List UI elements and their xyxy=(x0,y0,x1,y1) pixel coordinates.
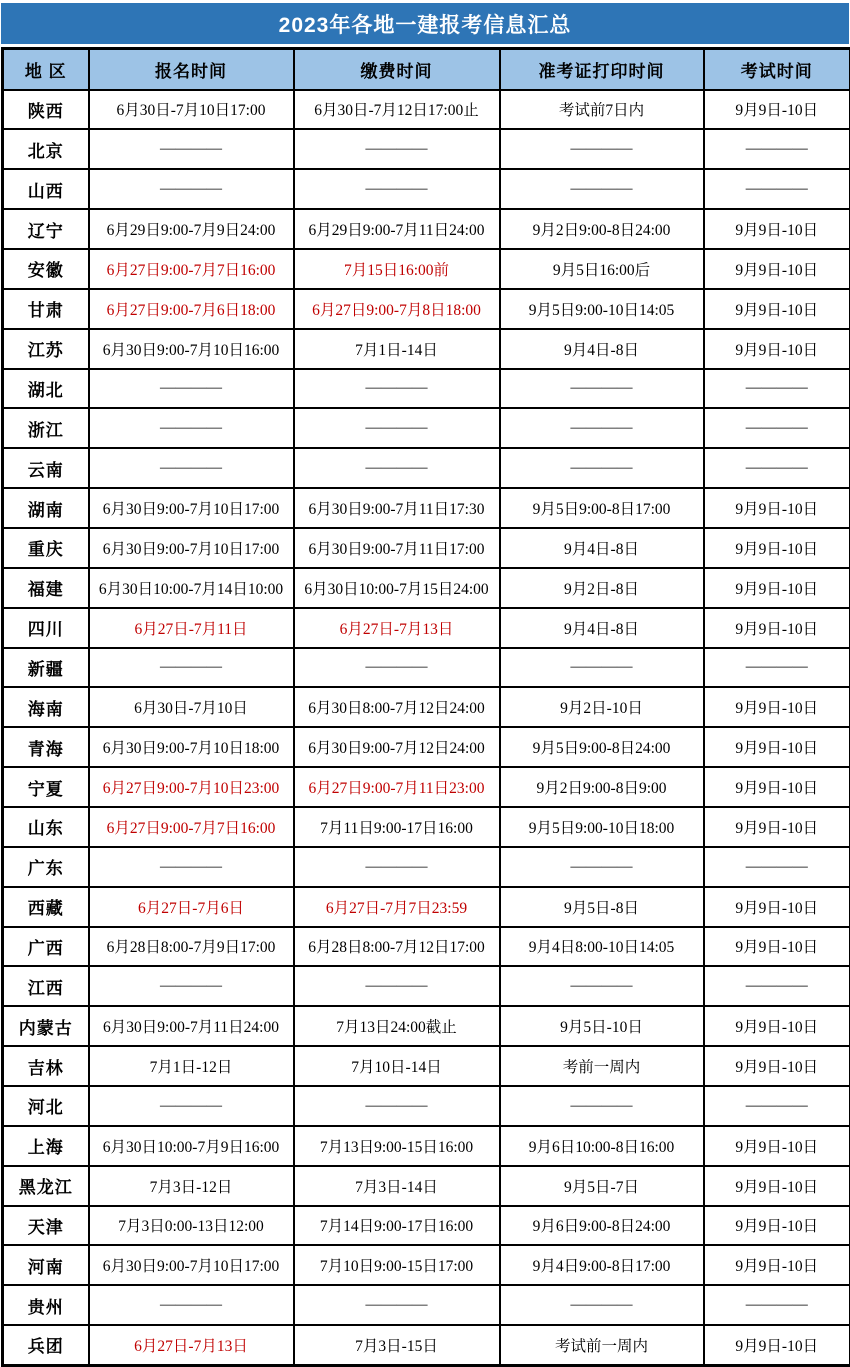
payment-time-cell: ———— xyxy=(294,966,500,1006)
payment-time-cell: ———— xyxy=(294,1285,500,1325)
region-cell: 海南 xyxy=(3,687,89,727)
exam-time-cell: 9月9日-10日 xyxy=(704,1325,850,1365)
exam-time-cell: ———— xyxy=(704,1285,850,1325)
exam-time-cell: 9月9日-10日 xyxy=(704,1245,850,1285)
payment-time-cell: 6月28日8:00-7月12日17:00 xyxy=(294,927,500,967)
payment-time-cell: 7月13日9:00-15日16:00 xyxy=(294,1126,500,1166)
region-cell: 宁夏 xyxy=(3,767,89,807)
ticket-print-time-cell: ———— xyxy=(500,648,704,688)
ticket-print-time-cell: ———— xyxy=(500,1086,704,1126)
exam-time-cell: 9月9日-10日 xyxy=(704,289,850,329)
ticket-print-time-cell: 9月5日16:00后 xyxy=(500,249,704,289)
exam-time-cell: 9月9日-10日 xyxy=(704,1206,850,1246)
exam-time-cell: 9月9日-10日 xyxy=(704,887,850,927)
payment-time-cell: ———— xyxy=(294,369,500,409)
signup-time-cell: 7月1日-12日 xyxy=(89,1046,294,1086)
payment-time-cell: 6月27日-7月7日23:59 xyxy=(294,887,500,927)
region-cell: 贵州 xyxy=(3,1285,89,1325)
signup-time-cell: ———— xyxy=(89,966,294,1006)
signup-time-cell: 6月27日-7月6日 xyxy=(89,887,294,927)
signup-time-cell: 6月29日9:00-7月9日24:00 xyxy=(89,209,294,249)
table-row xyxy=(3,1285,850,1325)
exam-time-cell: ———— xyxy=(704,129,850,169)
signup-time-cell: ———— xyxy=(89,1086,294,1126)
region-cell: 陕西 xyxy=(3,90,89,130)
table-row xyxy=(3,1166,850,1206)
ticket-print-time-cell: 9月4日-8日 xyxy=(500,528,704,568)
table-row xyxy=(3,608,850,648)
table-row xyxy=(3,1245,850,1285)
exam-info-table xyxy=(1,47,850,1367)
ticket-print-time-cell: 考试前7日内 xyxy=(500,90,704,130)
exam-time-cell: 9月9日-10日 xyxy=(704,1166,850,1206)
exam-time-cell: 9月9日-10日 xyxy=(704,568,850,608)
signup-time-cell: ———— xyxy=(89,1285,294,1325)
column-header-signup-time: 报名时间 xyxy=(89,49,294,90)
ticket-print-time-cell: 9月5日-7日 xyxy=(500,1166,704,1206)
table-row xyxy=(3,1126,850,1166)
signup-time-cell: 7月3日-12日 xyxy=(89,1166,294,1206)
ticket-print-time-cell: ———— xyxy=(500,1285,704,1325)
exam-time-cell: 9月9日-10日 xyxy=(704,1126,850,1166)
exam-time-cell: ———— xyxy=(704,448,850,488)
region-cell: 广西 xyxy=(3,927,89,967)
ticket-print-time-cell: 9月5日9:00-8日24:00 xyxy=(500,727,704,767)
region-cell: 江苏 xyxy=(3,329,89,369)
region-cell: 广东 xyxy=(3,847,89,887)
region-cell: 重庆 xyxy=(3,528,89,568)
region-cell: 安徽 xyxy=(3,249,89,289)
exam-time-cell: 9月9日-10日 xyxy=(704,767,850,807)
table-row xyxy=(3,966,850,1006)
region-cell: 云南 xyxy=(3,448,89,488)
ticket-print-time-cell: ———— xyxy=(500,369,704,409)
signup-time-cell: 7月3日0:00-13日12:00 xyxy=(89,1206,294,1246)
exam-time-cell: 9月9日-10日 xyxy=(704,488,850,528)
table-row xyxy=(3,1086,850,1126)
ticket-print-time-cell: 9月4日-8日 xyxy=(500,329,704,369)
payment-time-cell: 7月11日9:00-17日16:00 xyxy=(294,807,500,847)
ticket-print-time-cell: ———— xyxy=(500,847,704,887)
ticket-print-time-cell: ———— xyxy=(500,966,704,1006)
signup-time-cell: 6月30日-7月10日 xyxy=(89,687,294,727)
region-cell: 黑龙江 xyxy=(3,1166,89,1206)
ticket-print-time-cell: 9月4日8:00-10日14:05 xyxy=(500,927,704,967)
table-row xyxy=(3,1006,850,1046)
column-header-payment-time: 缴费时间 xyxy=(294,49,500,90)
table-row xyxy=(3,90,850,130)
payment-time-cell: 6月29日9:00-7月11日24:00 xyxy=(294,209,500,249)
region-cell: 江西 xyxy=(3,966,89,1006)
exam-time-cell: ———— xyxy=(704,408,850,448)
ticket-print-time-cell: 9月5日-8日 xyxy=(500,887,704,927)
page-title: 2023年各地一建报考信息汇总 xyxy=(1,3,849,44)
ticket-print-time-cell: ———— xyxy=(500,169,704,209)
payment-time-cell: ———— xyxy=(294,448,500,488)
region-cell: 新疆 xyxy=(3,648,89,688)
region-cell: 吉林 xyxy=(3,1046,89,1086)
payment-time-cell: 6月30日9:00-7月11日17:30 xyxy=(294,488,500,528)
region-cell: 青海 xyxy=(3,727,89,767)
region-cell: 河南 xyxy=(3,1245,89,1285)
table-body xyxy=(3,90,850,1366)
signup-time-cell: ———— xyxy=(89,369,294,409)
signup-time-cell: 6月30日9:00-7月11日24:00 xyxy=(89,1006,294,1046)
exam-time-cell: ———— xyxy=(704,1086,850,1126)
region-cell: 四川 xyxy=(3,608,89,648)
region-cell: 山东 xyxy=(3,807,89,847)
signup-time-cell: 6月27日9:00-7月10日23:00 xyxy=(89,767,294,807)
region-cell: 福建 xyxy=(3,568,89,608)
ticket-print-time-cell: 9月6日10:00-8日16:00 xyxy=(500,1126,704,1166)
table-row xyxy=(3,847,850,887)
table-row xyxy=(3,807,850,847)
exam-time-cell: 9月9日-10日 xyxy=(704,90,850,130)
payment-time-cell: ———— xyxy=(294,169,500,209)
signup-time-cell: 6月30日9:00-7月10日17:00 xyxy=(89,528,294,568)
exam-time-cell: 9月9日-10日 xyxy=(704,209,850,249)
signup-time-cell: 6月27日9:00-7月7日16:00 xyxy=(89,807,294,847)
signup-time-cell: ———— xyxy=(89,129,294,169)
region-cell: 湖北 xyxy=(3,369,89,409)
payment-time-cell: ———— xyxy=(294,847,500,887)
payment-time-cell: ———— xyxy=(294,648,500,688)
table-row xyxy=(3,887,850,927)
table-row xyxy=(3,209,850,249)
payment-time-cell: ———— xyxy=(294,129,500,169)
region-cell: 西藏 xyxy=(3,887,89,927)
region-cell: 浙江 xyxy=(3,408,89,448)
table-row xyxy=(3,369,850,409)
signup-time-cell: 6月27日9:00-7月7日16:00 xyxy=(89,249,294,289)
payment-time-cell: 7月13日24:00截止 xyxy=(294,1006,500,1046)
ticket-print-time-cell: 9月4日9:00-8日17:00 xyxy=(500,1245,704,1285)
ticket-print-time-cell: 9月2日9:00-8日9:00 xyxy=(500,767,704,807)
table-row xyxy=(3,648,850,688)
exam-time-cell: ———— xyxy=(704,169,850,209)
exam-time-cell: ———— xyxy=(704,369,850,409)
region-cell: 湖南 xyxy=(3,488,89,528)
payment-time-cell: 6月30日9:00-7月11日17:00 xyxy=(294,528,500,568)
column-header-region: 地 区 xyxy=(3,49,89,90)
table-row xyxy=(3,488,850,528)
region-cell: 天津 xyxy=(3,1206,89,1246)
exam-time-cell: 9月9日-10日 xyxy=(704,1046,850,1086)
payment-time-cell: 6月30日8:00-7月12日24:00 xyxy=(294,687,500,727)
signup-time-cell: ———— xyxy=(89,847,294,887)
exam-time-cell: ———— xyxy=(704,966,850,1006)
exam-time-cell: 9月9日-10日 xyxy=(704,927,850,967)
ticket-print-time-cell: 9月5日9:00-10日14:05 xyxy=(500,289,704,329)
exam-time-cell: ———— xyxy=(704,648,850,688)
region-cell: 甘肃 xyxy=(3,289,89,329)
signup-time-cell: 6月30日9:00-7月10日17:00 xyxy=(89,1245,294,1285)
exam-time-cell: 9月9日-10日 xyxy=(704,608,850,648)
payment-time-cell: 7月3日-14日 xyxy=(294,1166,500,1206)
table-row xyxy=(3,448,850,488)
region-cell: 兵团 xyxy=(3,1325,89,1365)
table-row xyxy=(3,408,850,448)
ticket-print-time-cell: 9月2日-8日 xyxy=(500,568,704,608)
region-cell: 辽宁 xyxy=(3,209,89,249)
signup-time-cell: 6月28日8:00-7月9日17:00 xyxy=(89,927,294,967)
exam-time-cell: 9月9日-10日 xyxy=(704,329,850,369)
table-row xyxy=(3,249,850,289)
signup-time-cell: 6月30日10:00-7月9日16:00 xyxy=(89,1126,294,1166)
ticket-print-time-cell: 9月5日-10日 xyxy=(500,1006,704,1046)
payment-time-cell: 7月14日9:00-17日16:00 xyxy=(294,1206,500,1246)
exam-time-cell: 9月9日-10日 xyxy=(704,687,850,727)
table-row xyxy=(3,1206,850,1246)
ticket-print-time-cell: 考试前一周内 xyxy=(500,1325,704,1365)
table-row xyxy=(3,687,850,727)
payment-time-cell: 7月15日16:00前 xyxy=(294,249,500,289)
payment-time-cell: 7月1日-14日 xyxy=(294,329,500,369)
signup-time-cell: 6月27日-7月13日 xyxy=(89,1325,294,1365)
payment-time-cell: 6月30日9:00-7月12日24:00 xyxy=(294,727,500,767)
exam-time-cell: 9月9日-10日 xyxy=(704,727,850,767)
payment-time-cell: ———— xyxy=(294,1086,500,1126)
region-cell: 河北 xyxy=(3,1086,89,1126)
region-cell: 上海 xyxy=(3,1126,89,1166)
signup-time-cell: 6月27日9:00-7月6日18:00 xyxy=(89,289,294,329)
payment-time-cell: 6月30日-7月12日17:00止 xyxy=(294,90,500,130)
signup-time-cell: 6月30日9:00-7月10日16:00 xyxy=(89,329,294,369)
exam-time-cell: 9月9日-10日 xyxy=(704,807,850,847)
table-row xyxy=(3,767,850,807)
table-row xyxy=(3,727,850,767)
signup-time-cell: 6月30日9:00-7月10日17:00 xyxy=(89,488,294,528)
ticket-print-time-cell: 9月6日9:00-8日24:00 xyxy=(500,1206,704,1246)
payment-time-cell: 6月30日10:00-7月15日24:00 xyxy=(294,568,500,608)
payment-time-cell: 6月27日9:00-7月11日23:00 xyxy=(294,767,500,807)
payment-time-cell: 7月10日9:00-15日17:00 xyxy=(294,1245,500,1285)
table-row xyxy=(3,927,850,967)
region-cell: 北京 xyxy=(3,129,89,169)
table-row xyxy=(3,169,850,209)
table-row xyxy=(3,289,850,329)
ticket-print-time-cell: 9月2日-10日 xyxy=(500,687,704,727)
column-header-ticket-print-time: 准考证打印时间 xyxy=(500,49,704,90)
signup-time-cell: 6月30日9:00-7月10日18:00 xyxy=(89,727,294,767)
payment-time-cell: 7月3日-15日 xyxy=(294,1325,500,1365)
ticket-print-time-cell: 9月5日9:00-10日18:00 xyxy=(500,807,704,847)
signup-time-cell: ———— xyxy=(89,648,294,688)
ticket-print-time-cell: 9月5日9:00-8日17:00 xyxy=(500,488,704,528)
payment-time-cell: ———— xyxy=(294,408,500,448)
table-header-row xyxy=(3,49,850,90)
signup-time-cell: ———— xyxy=(89,448,294,488)
exam-time-cell: 9月9日-10日 xyxy=(704,1006,850,1046)
payment-time-cell: 6月27日-7月13日 xyxy=(294,608,500,648)
signup-time-cell: 6月30日10:00-7月14日10:00 xyxy=(89,568,294,608)
table-row xyxy=(3,329,850,369)
ticket-print-time-cell: ———— xyxy=(500,129,704,169)
exam-time-cell: 9月9日-10日 xyxy=(704,249,850,289)
table-row xyxy=(3,1325,850,1365)
table-row xyxy=(3,129,850,169)
payment-time-cell: 7月10日-14日 xyxy=(294,1046,500,1086)
region-cell: 山西 xyxy=(3,169,89,209)
signup-time-cell: 6月30日-7月10日17:00 xyxy=(89,90,294,130)
column-header-exam-time: 考试时间 xyxy=(704,49,850,90)
exam-time-cell: ———— xyxy=(704,847,850,887)
exam-time-cell: 9月9日-10日 xyxy=(704,528,850,568)
region-cell: 内蒙古 xyxy=(3,1006,89,1046)
ticket-print-time-cell: ———— xyxy=(500,408,704,448)
table-row xyxy=(3,1046,850,1086)
signup-time-cell: ———— xyxy=(89,408,294,448)
ticket-print-time-cell: ———— xyxy=(500,448,704,488)
ticket-print-time-cell: 9月2日9:00-8日24:00 xyxy=(500,209,704,249)
payment-time-cell: 6月27日9:00-7月8日18:00 xyxy=(294,289,500,329)
ticket-print-time-cell: 考前一周内 xyxy=(500,1046,704,1086)
signup-time-cell: ———— xyxy=(89,169,294,209)
signup-time-cell: 6月27日-7月11日 xyxy=(89,608,294,648)
table-row xyxy=(3,528,850,568)
table-row xyxy=(3,568,850,608)
ticket-print-time-cell: 9月4日-8日 xyxy=(500,608,704,648)
